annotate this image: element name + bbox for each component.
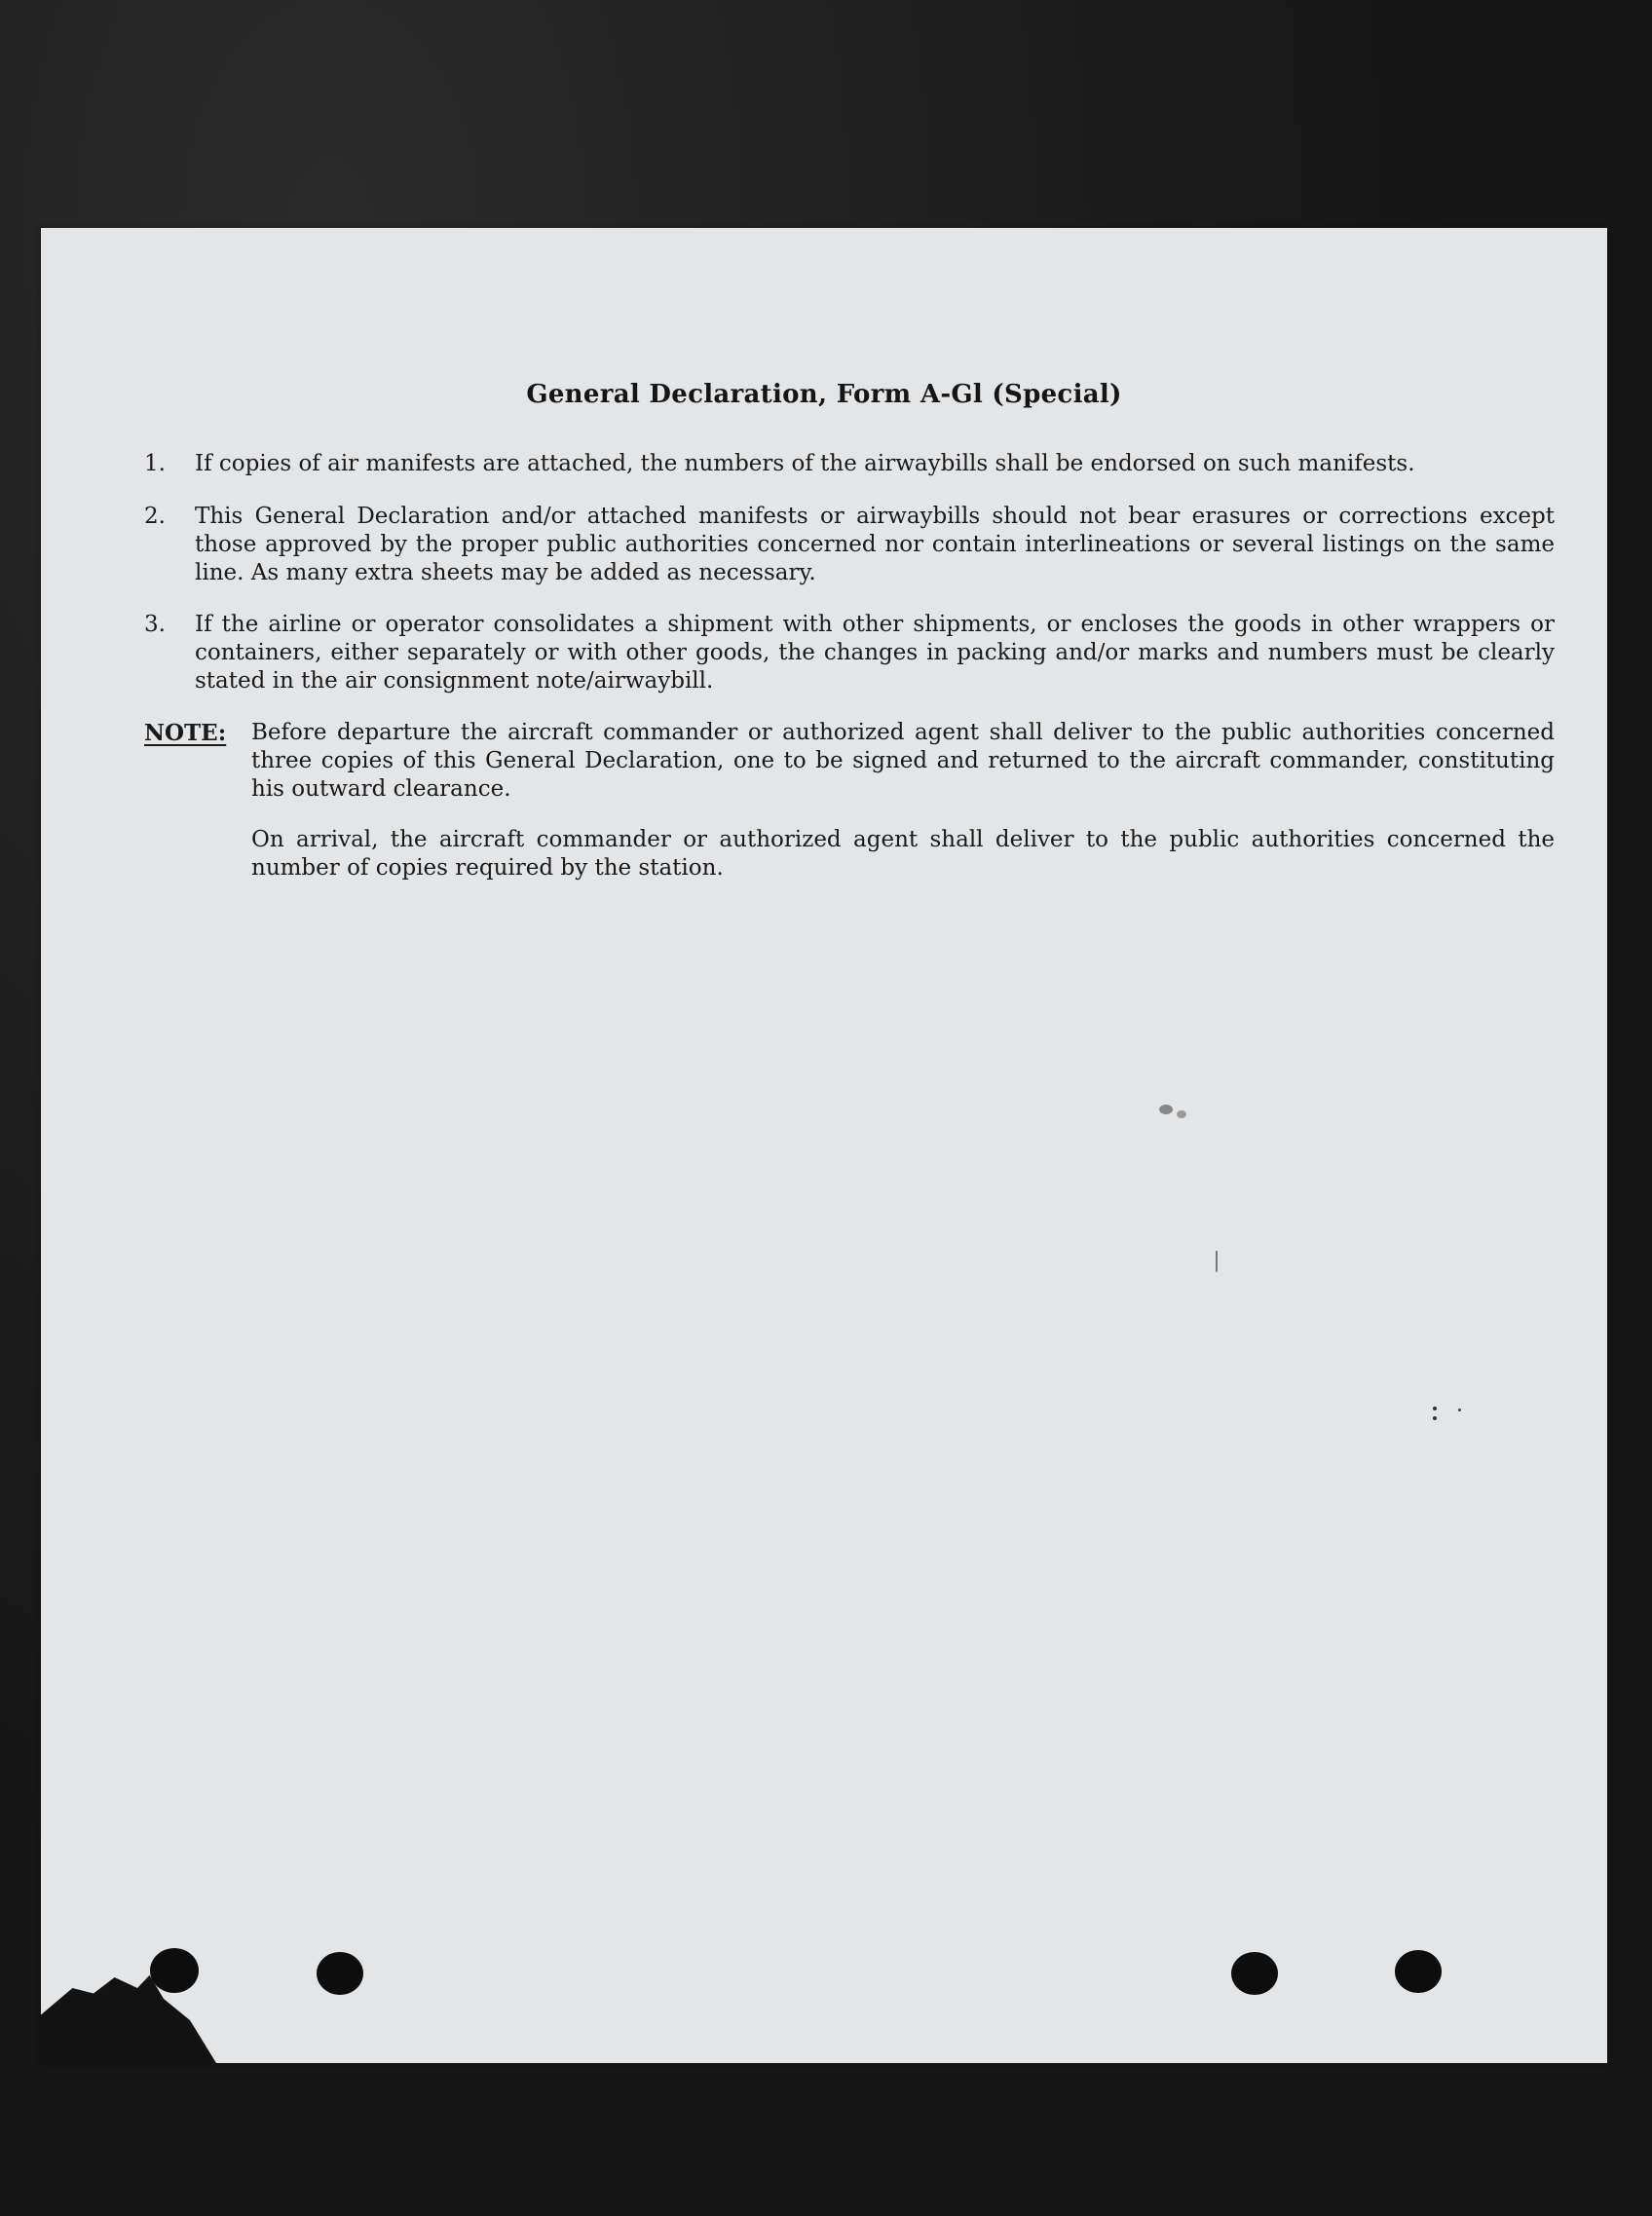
item-text: This General Declaration and/or attached manifests or airwaybills should not bear erasures or corrections except those approved by the proper public authorities concerned nor contain interlineations or several listings on the same line. As many extra sheets may be added as necessary. [195, 504, 1555, 585]
note-label: NOTE: [144, 720, 227, 746]
paper-blemish [1159, 1105, 1173, 1114]
instruction-item-1 [144, 450, 1555, 478]
item-number: 2. [144, 504, 166, 529]
binder-hole-corner [150, 1948, 199, 1993]
binder-hole-right-1 [1231, 1952, 1278, 1995]
document-page [41, 228, 1607, 2063]
item-number: 1. [144, 451, 166, 476]
paper-speck [1458, 1408, 1461, 1411]
note-block [144, 719, 1555, 804]
document-title: General Declaration, Form A-Gl (Special) [526, 380, 1122, 409]
paper-speck [1433, 1407, 1437, 1410]
instruction-item-3 [144, 611, 1555, 695]
item-text: If the airline or operator consolidates a shipment with other shipments, or encloses the goods in other wrappers or containers, either separately or with other goods, the changes in packing and/or marks and numbers must be clearly stated in the air consignment note/airwaybill. [195, 612, 1555, 694]
binder-hole-left [317, 1952, 363, 1995]
instruction-item-2 [144, 503, 1555, 587]
paper-speck [1433, 1416, 1437, 1420]
note-paragraph-1: Before departure the aircraft commander or authorized agent shall deliver to the public authorities concerned three copies of this General Declaration, one to be signed and returned to the aircraft commander, constituting his outward clearance. [251, 720, 1555, 802]
item-text: If copies of air manifests are attached, the numbers of the airwaybills shall be endorsed on such manifests. [195, 451, 1415, 476]
note-paragraph-2: On arrival, the aircraft commander or authorized agent shall deliver to the public authorities concerned the number of copies required by the station. [251, 827, 1555, 881]
paper-mark [1216, 1251, 1218, 1272]
paper-blemish [1177, 1110, 1186, 1118]
item-number: 3. [144, 612, 166, 637]
binder-hole-right-2 [1395, 1950, 1442, 1993]
